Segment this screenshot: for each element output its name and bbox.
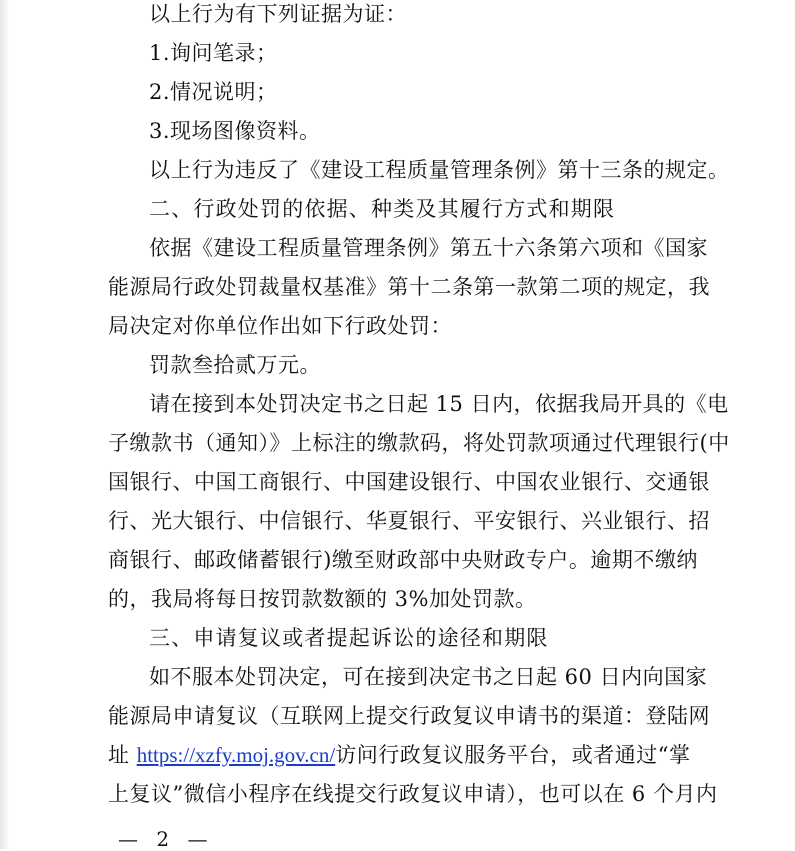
appeal-line-4: 上复议”微信小程序在线提交行政复议申请），也可以在 6 个月内: [108, 782, 718, 806]
payment-line-3: 国银行、中国工商银行、中国建设银行、中国农业银行、交通银: [108, 470, 710, 494]
violation-statement: 以上行为违反了《建设工程质量管理条例》第十三条的规定。: [149, 158, 730, 182]
penalty-amount: 罚款叁拾贰万元。: [149, 353, 321, 377]
basis-line-3: 局决定对你单位作出如下行政处罚：: [108, 314, 452, 338]
section-heading-2: 二、行政处罚的依据、种类及其履行方式和期限: [149, 197, 616, 221]
payment-line-4: 行、光大银行、中信银行、华夏银行、平安银行、兴业银行、招: [108, 509, 710, 533]
appeal-line-3-suffix: 访问行政复议服务平台，或者通过“掌: [335, 743, 691, 767]
evidence-intro: 以上行为有下列证据为证：: [149, 2, 407, 26]
section-heading-3: 三、申请复议或者提起诉讼的途径和期限: [149, 626, 549, 650]
appeal-line-3: [108, 743, 690, 767]
payment-line-2: 子缴款书（通知）》上标注的缴款码，将处罚款项通过代理银行(中: [108, 431, 730, 455]
reconsideration-url-link[interactable]: https://xzfy.moj.gov.cn/: [136, 743, 336, 767]
payment-line-6: 的，我局将每日按罚款数额的 3%加处罚款。: [108, 587, 537, 611]
evidence-item-3: 3.现场图像资料。: [149, 119, 321, 143]
page-number: — 2 —: [118, 827, 214, 851]
basis-line-2: 能源局行政处罚裁量权基准》第十二条第一款第二项的规定，我: [108, 275, 710, 299]
appeal-line-2: 能源局申请复议（互联网上提交行政复议申请书的渠道：登陆网: [108, 704, 710, 728]
payment-line-5: 商银行、邮政储蓄银行)缴至财政部中央财政专户。逾期不缴纳: [108, 548, 698, 572]
evidence-item-2: 2.情况说明；: [149, 80, 278, 104]
basis-line-1: 依据《建设工程质量管理条例》第五十六条第六项和《国家: [149, 236, 708, 260]
page-edge: [0, 0, 10, 849]
evidence-item-1: 1.询问笔录；: [149, 41, 278, 65]
appeal-line-3-prefix: 址: [108, 743, 137, 767]
appeal-line-1: 如不服本处罚决定，可在接到决定书之日起 60 日内向国家: [149, 665, 708, 689]
payment-line-1: 请在接到本处罚决定书之日起 15 日内，依据我局开具的《电: [149, 392, 729, 416]
